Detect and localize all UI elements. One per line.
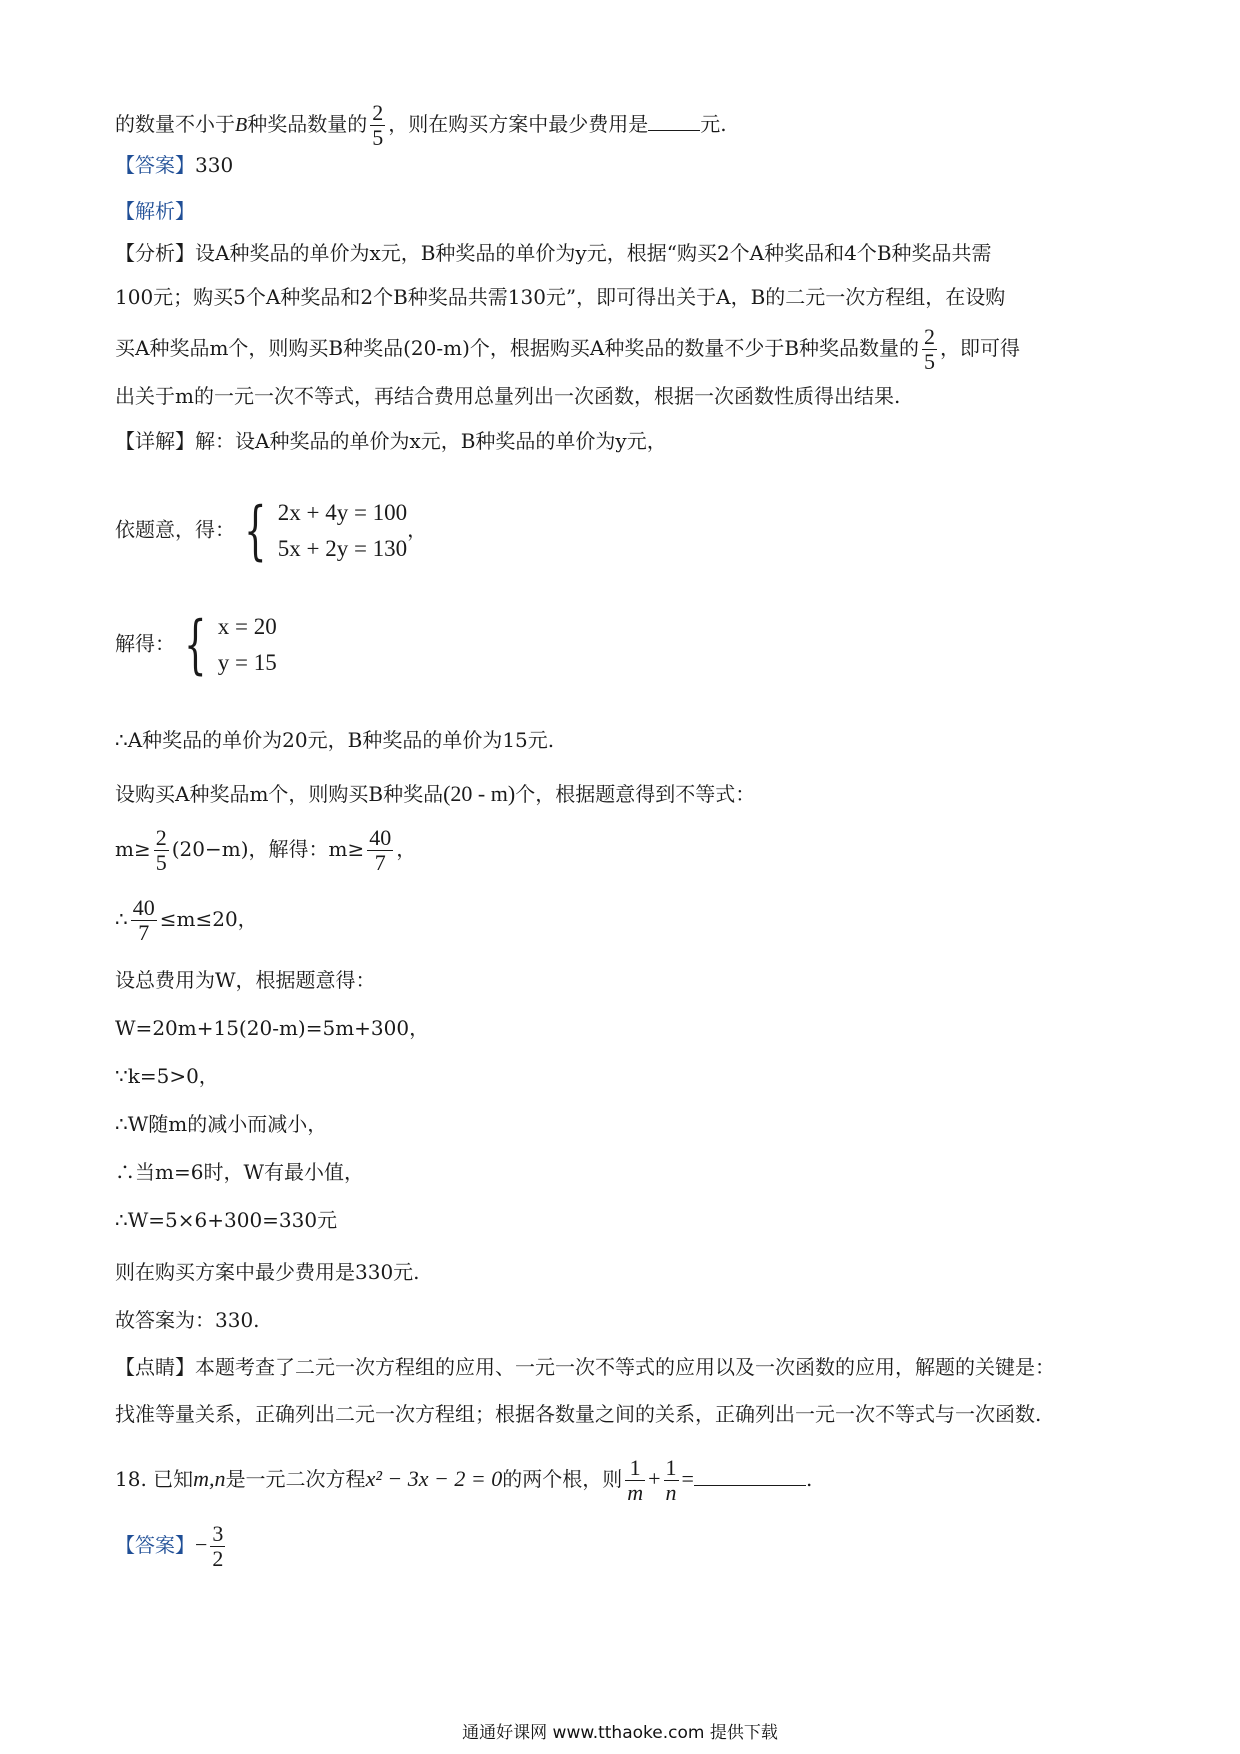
frac-den: 7 [374,850,386,875]
equation-2: 5x + 2y = 130 [277,536,408,561]
price-line: ∴A种奖品的单价为20元，B种奖品的单价为15元. [115,728,555,752]
equation-1: 2x + 4y = 100 [277,500,408,525]
analysis-tag: 【解析】 [115,199,195,223]
inequality-line [115,826,416,875]
frac-num: 40 [132,895,155,920]
page-footer: 通通好课网 www.tthaoke.com 提供下载 [462,1723,778,1743]
answer-tag: 【答案】 [115,153,195,177]
equals-sign: = [681,1466,694,1491]
xiangjie-text-1: 解：设A种奖品的单价为x元，B种奖品的单价为y元， [195,429,667,453]
frac-num: 2 [924,324,936,349]
q18-equation: x² − 3x − 2 = 0 [365,1466,503,1491]
q18-line [115,1456,812,1505]
conclusion-line: 则在购买方案中最少费用是330元. [115,1260,420,1284]
frac-den: 5 [155,850,167,875]
answer-blank [694,1485,806,1486]
equation-system [115,495,427,567]
fenxi-line-2: 100元；购买5个A种奖品和2个B种奖品共需130元”，即可得出关于A，B的二元一次方程组，在设购 [115,285,1006,309]
k-line: ∵k=5>0， [115,1064,219,1088]
min-line: ∴当m=6时，W有最小值， [115,1160,365,1184]
dianjing-line-2: 找准等量关系，正确列出二元一次方程组；根据各数量之间的关系，正确列出一元一次不等式与一次函数. [115,1402,1042,1426]
fraction-one-over-m [625,1456,645,1505]
q17-unit: 元. [700,112,727,136]
xiangjie-tag: 【详解】 [115,429,195,453]
q18-tail: . [805,1467,813,1491]
w-value-line: ∴W=5×6+300=330元 [115,1208,338,1232]
fenxi-text-1: 设A种奖品的单价为x元，B种奖品的单价为y元，根据“购买2个A种奖品和4个B种奖品共需 [195,241,992,265]
answer-blank [648,130,700,131]
set-tail: 个，根据题意得到不等式： [515,782,756,806]
frac-den: 5 [924,349,936,374]
q18-vars: m,n [193,1466,226,1491]
answer-17 [115,151,233,179]
left-brace-icon: { [184,608,207,682]
range-b: ≤m≤20， [159,907,258,931]
set-line [115,780,755,808]
frac-num: 1 [665,1455,677,1480]
w-formula-line: W=20m+15(20-m)=5m+300， [115,1016,430,1040]
final-answer-line: 故答案为：330. [115,1308,260,1332]
xiangjie-line-1 [115,427,667,455]
fenxi-tag: 【分析】 [115,241,195,265]
fraction-forty-sevenths-2 [131,896,157,945]
frac-num: 40 [369,825,392,850]
therefore-symbol: ∴ [115,907,128,931]
frac-den: 2 [212,1546,224,1571]
fenxi-line-1 [115,239,992,267]
solution-system [115,609,277,681]
q18-text-a: 已知 [153,1467,194,1491]
frac-num: 2 [372,100,384,125]
fenxi-line-3 [115,325,1020,374]
ineq-b: (20−m)，解得：m≥ [171,837,365,861]
frac-num: 1 [625,1456,645,1481]
solution-y: y = 15 [217,650,277,675]
dianjing-line-1 [115,1353,1055,1381]
frac-den: m [627,1480,644,1505]
q17-stem-text-3: ，则在购买方案中最少费用是 [388,112,649,136]
eq-tail: ， [407,517,428,542]
fenxi-line-4: 出关于m的一元一次不等式，再结合费用总量列出一次函数，根据一次函数性质得出结果. [115,384,901,408]
q18-text-c: 的两个根，则 [502,1467,623,1491]
left-brace-icon: { [244,494,267,568]
frac-den: 7 [138,920,150,945]
dianjing-tag: 【点睛】 [115,1355,195,1379]
var-b: B [235,114,248,136]
decrease-line: ∴W随m的减小而减小， [115,1112,328,1136]
q17-stem-line [115,101,727,150]
set-text: 设购买A种奖品m个，则购买B种奖品 [115,782,444,806]
system-block [235,495,407,567]
dianjing-text-1: 本题考查了二元一次方程组的应用、一元一次不等式的应用以及一次函数的应用，解题的关键是： [195,1355,1055,1379]
fraction-two-fifths [370,101,385,150]
fraction-one-over-n [664,1456,679,1505]
fraction-two-fifths-2 [922,325,937,374]
frac-num: 3 [212,1521,224,1546]
fraction-three-halves [210,1522,225,1571]
set-expr: (20 - m) [443,781,516,806]
q17-stem-text-2: 种奖品数量的 [247,112,368,136]
minus-sign: − [195,1532,208,1557]
eq-label: 依题意，得： [115,517,235,542]
fraction-forty-sevenths [367,826,393,875]
frac-num: 2 [155,825,167,850]
q18-text-b: 是一元二次方程 [225,1467,366,1491]
frac-den: 5 [372,125,384,150]
answer-18 [115,1522,228,1571]
q18-number: 18. [115,1467,147,1491]
ineq-c: ， [396,837,417,861]
range-line [115,896,258,945]
fenxi-text-3a: 买A种奖品m个，则购买B种奖品(20-m)个，根据购买A种奖品的数量不少于B种奖品数量的 [115,336,920,360]
q17-stem-text: 的数量不小于 [115,112,235,136]
frac-den: n [665,1480,677,1505]
answer-value: 330 [195,153,234,177]
ineq-a: m≥ [115,837,151,861]
sol-label: 解得： [115,631,175,656]
solution-x: x = 20 [217,614,277,639]
answer-tag: 【答案】 [115,1533,195,1557]
fenxi-text-3b: ，即可得 [940,336,1021,360]
plus-sign: + [648,1466,661,1491]
w-define-line: 设总费用为W，根据题意得： [115,968,376,992]
solution-block [175,609,277,681]
fraction-two-fifths-3 [154,826,169,875]
